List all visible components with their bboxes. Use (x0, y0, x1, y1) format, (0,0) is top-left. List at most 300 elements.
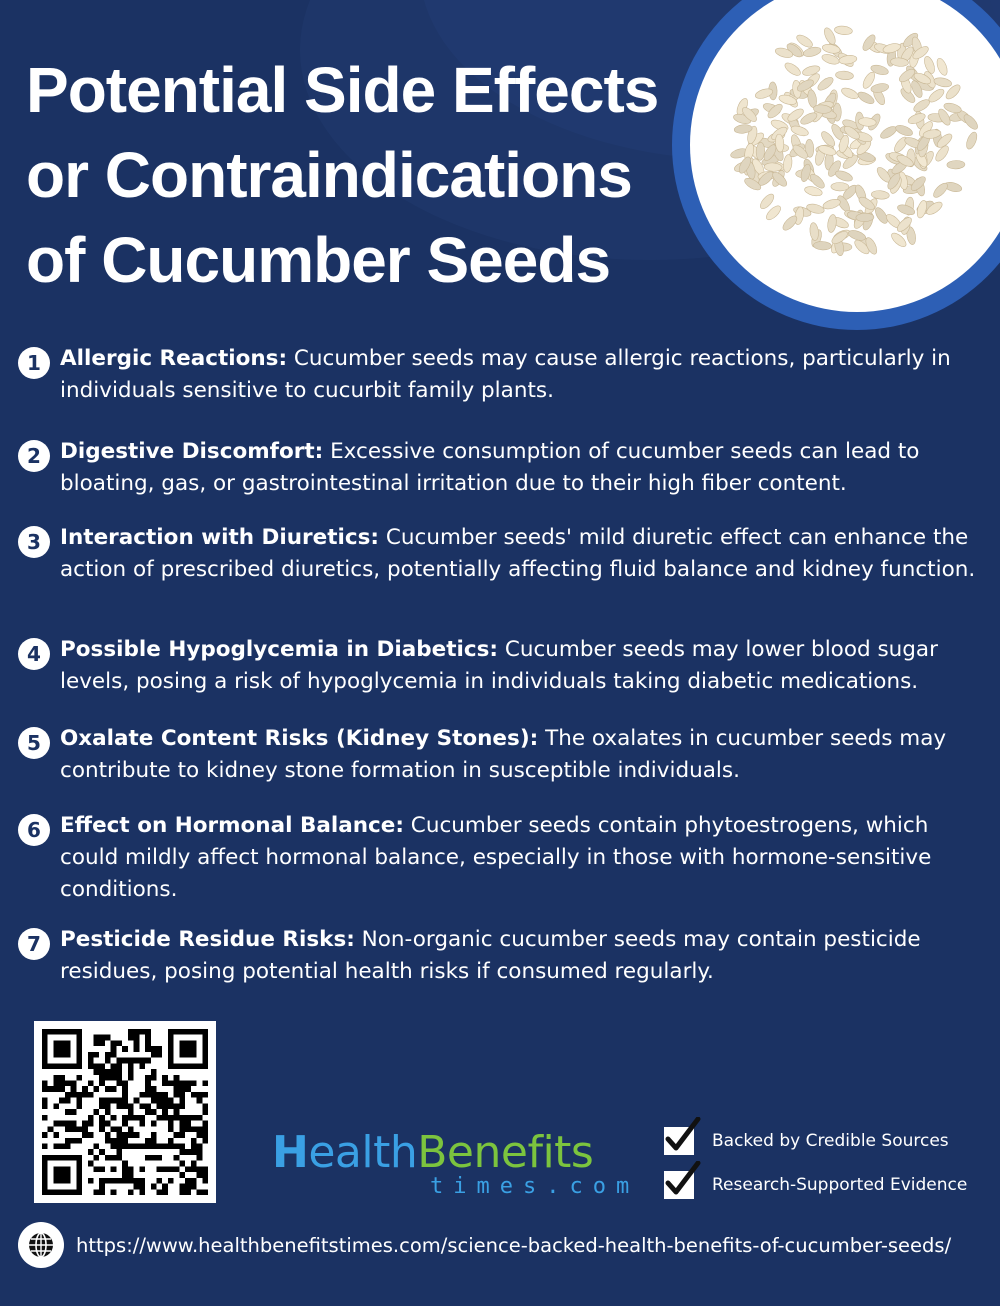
item-heading: Allergic Reactions: (60, 346, 288, 371)
source-url-link[interactable]: https://www.healthbenefitstimes.com/science-backed-health-benefits-of-cucumber-seeds/ (76, 1233, 952, 1257)
qr-module (197, 1149, 203, 1155)
qr-module (191, 1149, 197, 1155)
qr-module (168, 1081, 174, 1087)
seed (947, 160, 965, 169)
qr-module (111, 1040, 117, 1046)
qr-module (53, 1081, 59, 1087)
qr-module (71, 1092, 77, 1098)
check-icon (664, 1171, 694, 1199)
qr-module (145, 1029, 151, 1035)
qr-module (174, 1092, 180, 1098)
qr-module (122, 1046, 128, 1052)
qr-module (116, 1143, 122, 1149)
qr-module (134, 1115, 140, 1121)
qr-module (179, 1172, 185, 1178)
item-heading: Possible Hypoglycemia in Diabetics: (60, 637, 498, 662)
qr-module (99, 1040, 105, 1046)
qr-module (122, 1172, 128, 1178)
item-text (60, 343, 992, 407)
qr-module (111, 1063, 117, 1069)
qr-module (191, 1143, 197, 1149)
qr-module (53, 1086, 59, 1092)
qr-module (99, 1121, 105, 1127)
item-heading: Pesticide Residue Risks: (60, 927, 355, 952)
qr-module (139, 1029, 145, 1035)
qr-module (116, 1098, 122, 1104)
qr-module (111, 1075, 117, 1081)
qr-module (59, 1081, 65, 1087)
qr-module (111, 1052, 117, 1058)
qr-module (105, 1155, 111, 1161)
seed (931, 181, 950, 200)
qr-module (53, 1121, 59, 1127)
qr-module (162, 1075, 168, 1081)
qr-module (53, 1040, 70, 1057)
qr-module (168, 1098, 174, 1104)
qr-module (179, 1184, 185, 1190)
qr-module (94, 1155, 100, 1161)
qr-module (179, 1098, 185, 1104)
qr-module (122, 1058, 128, 1064)
qr-module (88, 1178, 94, 1184)
qr-module (111, 1155, 117, 1161)
qr-module (105, 1058, 111, 1064)
seed (835, 70, 854, 80)
seed (879, 124, 899, 140)
qr-module (99, 1075, 105, 1081)
qr-module (111, 1189, 117, 1195)
qr-module (139, 1103, 145, 1109)
seed (834, 25, 853, 35)
qr-module (65, 1138, 71, 1144)
qr-module (162, 1166, 168, 1172)
qr-module (122, 1121, 128, 1127)
qr-code[interactable] (34, 1021, 216, 1203)
qr-module (122, 1161, 128, 1167)
qr-module (59, 1143, 65, 1149)
qr-module (191, 1184, 197, 1190)
qr-module (128, 1172, 134, 1178)
qr-module (168, 1143, 174, 1149)
qr-module (179, 1149, 185, 1155)
seed (935, 57, 949, 77)
qr-module (94, 1052, 100, 1058)
qr-module (116, 1058, 122, 1064)
qr-module (59, 1098, 65, 1104)
qr-module (156, 1166, 162, 1172)
qr-module (191, 1081, 197, 1087)
qr-module (202, 1121, 208, 1127)
qr-module (111, 1143, 117, 1149)
qr-module (59, 1075, 65, 1081)
qr-module (122, 1081, 128, 1087)
qr-module (122, 1092, 128, 1098)
qr-module (179, 1126, 185, 1132)
qr-module (156, 1115, 162, 1121)
qr-module (174, 1075, 180, 1081)
qr-module (156, 1092, 162, 1098)
qr-module (156, 1155, 162, 1161)
qr-module (145, 1040, 151, 1046)
qr-module (174, 1166, 180, 1172)
qr-module (179, 1040, 196, 1057)
qr-module (65, 1109, 71, 1115)
qr-module (162, 1081, 168, 1087)
qr-module (116, 1138, 122, 1144)
qr-module (71, 1126, 77, 1132)
seed (871, 190, 890, 200)
qr-module (128, 1063, 134, 1069)
qr-module (191, 1126, 197, 1132)
qr-module (151, 1046, 157, 1052)
qr-module (139, 1063, 145, 1069)
qr-module (128, 1058, 134, 1064)
qr-module (42, 1086, 48, 1092)
qr-module (134, 1040, 140, 1046)
seed (933, 76, 952, 88)
qr-module (128, 1115, 134, 1121)
page-title: Potential Side Effects or Contraindications of Cucumber Seeds (26, 54, 659, 296)
seed (783, 61, 803, 78)
qr-module (99, 1081, 105, 1087)
seed (894, 123, 914, 138)
qr-module (202, 1109, 208, 1115)
qr-module (99, 1069, 105, 1075)
item-heading: Oxalate Content Risks (Kidney Stones): (60, 726, 539, 751)
qr-module (88, 1149, 94, 1155)
qr-module (128, 1132, 134, 1138)
qr-module (134, 1184, 140, 1190)
qr-module (111, 1098, 117, 1104)
qr-module (151, 1121, 157, 1127)
qr-module (202, 1166, 208, 1172)
qr-module (53, 1166, 70, 1183)
qr-module (88, 1115, 94, 1121)
qr-module (162, 1184, 168, 1190)
qr-module (122, 1143, 128, 1149)
qr-module (128, 1069, 134, 1075)
seed (802, 46, 822, 59)
qr-module (42, 1132, 48, 1138)
qr-module (105, 1103, 111, 1109)
qr-module (139, 1058, 145, 1064)
qr-module (42, 1143, 48, 1149)
qr-module (139, 1092, 145, 1098)
qr-module (76, 1075, 82, 1081)
item-text (60, 810, 992, 906)
item-description: Excessive consumption of cucumber seeds can lead to bloating, gas, or gastrointestinal irritation due to their high fiber content. (60, 439, 920, 496)
qr-module (145, 1109, 151, 1115)
qr-module (185, 1189, 191, 1195)
qr-module (99, 1103, 105, 1109)
item-text (60, 634, 992, 698)
qr-module (128, 1143, 134, 1149)
qr-module (71, 1109, 77, 1115)
qr-module (53, 1103, 59, 1109)
item-number-badge: 6 (18, 814, 50, 846)
qr-module (197, 1166, 203, 1172)
item-number-badge: 5 (18, 727, 50, 759)
qr-module (82, 1086, 88, 1092)
qr-module (94, 1143, 100, 1149)
qr-module (197, 1189, 203, 1195)
qr-module (116, 1178, 122, 1184)
qr-module (145, 1058, 151, 1064)
qr-module (71, 1086, 77, 1092)
qr-module (179, 1143, 185, 1149)
seed (813, 241, 831, 250)
qr-module (82, 1121, 88, 1127)
qr-module (42, 1103, 48, 1109)
qr-module (71, 1138, 77, 1144)
qr-module (116, 1103, 122, 1109)
qr-module (162, 1103, 168, 1109)
qr-module (151, 1069, 157, 1075)
qr-module (185, 1178, 191, 1184)
logo-wordmark: HealthBenefits (272, 1127, 594, 1178)
qr-module (174, 1109, 180, 1115)
qr-module (139, 1115, 145, 1121)
qr-module (116, 1040, 122, 1046)
qr-module (162, 1115, 168, 1121)
qr-module (162, 1143, 168, 1149)
source-url-row[interactable] (18, 1222, 988, 1268)
qr-module (82, 1132, 88, 1138)
qr-module (128, 1029, 134, 1035)
qr-module (174, 1081, 180, 1087)
item-description: Cucumber seeds may lower blood sugar levels, posing a risk of hypoglycemia in individuals taking diabetic medications. (60, 637, 938, 694)
qr-module (156, 1103, 162, 1109)
qr-module (42, 1115, 48, 1121)
qr-module (65, 1121, 71, 1127)
qr-module (105, 1075, 111, 1081)
qr-module (88, 1161, 94, 1167)
item-number-badge: 7 (18, 928, 50, 960)
item-text (60, 924, 992, 988)
item-heading: Interaction with Diuretics: (60, 525, 380, 550)
qr-module (151, 1143, 157, 1149)
qr-module (168, 1103, 174, 1109)
qr-module (191, 1166, 197, 1172)
qr-module (139, 1166, 145, 1172)
qr-module (151, 1155, 157, 1161)
seed (840, 86, 860, 101)
seed (831, 182, 849, 191)
qr-module (191, 1178, 197, 1184)
qr-module (168, 1126, 174, 1132)
qr-module (128, 1075, 134, 1081)
qr-module (105, 1178, 111, 1184)
qr-module (134, 1035, 140, 1041)
qr-module (139, 1121, 145, 1127)
qr-module (116, 1063, 122, 1069)
qr-module (128, 1035, 134, 1041)
qr-module (162, 1092, 168, 1098)
seed (822, 43, 841, 55)
qr-module (88, 1132, 94, 1138)
qr-module (99, 1189, 105, 1195)
qr-module (94, 1109, 100, 1115)
qr-module (185, 1121, 191, 1127)
qr-module (105, 1086, 111, 1092)
qr-module (116, 1075, 122, 1081)
qr-module (59, 1086, 65, 1092)
qr-module (134, 1098, 140, 1104)
qr-module (151, 1184, 157, 1190)
qr-module (191, 1161, 197, 1167)
qr-module (151, 1132, 157, 1138)
healthbenefits-logo[interactable] (272, 1127, 640, 1204)
qr-module (185, 1149, 191, 1155)
qr-module (179, 1132, 185, 1138)
item-description: Cucumber seeds contain phytoestrogens, which could mildly affect hormonal balance, especially in those with hormone-sensitive conditions. (60, 813, 932, 902)
qr-module (53, 1143, 59, 1149)
qr-module (134, 1143, 140, 1149)
qr-module (197, 1092, 203, 1098)
qr-module (99, 1126, 105, 1132)
badge-credible-sources (664, 1124, 949, 1158)
qr-module (156, 1178, 162, 1184)
qr-module (145, 1092, 151, 1098)
qr-module (156, 1189, 162, 1195)
badge-research-evidence (664, 1168, 967, 1202)
qr-module (53, 1075, 59, 1081)
qr-module (116, 1081, 122, 1087)
qr-module (162, 1109, 168, 1115)
qr-module (145, 1086, 151, 1092)
qr-module (111, 1138, 117, 1144)
qr-module (111, 1046, 117, 1052)
qr-module (122, 1132, 128, 1138)
qr-module (145, 1046, 151, 1052)
item-text (60, 436, 992, 500)
qr-module (122, 1166, 128, 1172)
qr-module (179, 1103, 185, 1109)
item-text (60, 522, 992, 586)
qr-module (65, 1126, 71, 1132)
qr-module (151, 1098, 157, 1104)
item-number-badge: 2 (18, 440, 50, 472)
qr-module (99, 1063, 105, 1069)
qr-module (174, 1155, 180, 1161)
qr-module (94, 1166, 100, 1172)
qr-module (76, 1092, 82, 1098)
qr-module (202, 1092, 208, 1098)
qr-module (145, 1155, 151, 1161)
qr-module (128, 1189, 134, 1195)
qr-module (185, 1126, 191, 1132)
badge-label: Research-Supported Evidence (712, 1175, 968, 1195)
qr-module (116, 1155, 122, 1161)
qr-module (94, 1063, 100, 1069)
qr-module (197, 1132, 203, 1138)
item-number-badge: 3 (18, 526, 50, 558)
qr-module (105, 1069, 111, 1075)
qr-module (168, 1115, 174, 1121)
qr-module (185, 1166, 191, 1172)
qr-module (82, 1092, 88, 1098)
qr-module (71, 1121, 77, 1127)
qr-module (134, 1132, 140, 1138)
item-description: The oxalates in cucumber seeds may contribute to kidney stone formation in susceptible individuals. (60, 726, 947, 783)
qr-module (122, 1103, 128, 1109)
item-number-badge: 1 (18, 347, 50, 379)
qr-module (197, 1098, 203, 1104)
seed (922, 55, 936, 75)
qr-module (94, 1086, 100, 1092)
qr-module (185, 1086, 191, 1092)
qr-module (151, 1092, 157, 1098)
qr-module (156, 1052, 162, 1058)
qr-module (168, 1166, 174, 1172)
qr-module (174, 1103, 180, 1109)
item-number-badge: 4 (18, 638, 50, 670)
qr-module (168, 1138, 174, 1144)
qr-module (111, 1126, 117, 1132)
item-description: Non-organic cucumber seeds may contain pesticide residues, posing potential health risks if consumed regularly. (60, 927, 921, 984)
qr-module (99, 1178, 105, 1184)
globe-icon (18, 1222, 64, 1268)
qr-module (185, 1081, 191, 1087)
qr-module (179, 1121, 185, 1127)
qr-module (202, 1081, 208, 1087)
qr-module (128, 1178, 134, 1184)
qr-module (111, 1086, 117, 1092)
qr-module (202, 1138, 208, 1144)
seed (964, 131, 979, 151)
qr-module (151, 1086, 157, 1092)
qr-module (71, 1081, 77, 1087)
qr-module (122, 1138, 128, 1144)
qr-module (151, 1138, 157, 1144)
qr-module (179, 1161, 185, 1167)
qr-module (197, 1115, 203, 1121)
qr-module (179, 1081, 185, 1087)
qr-module (174, 1143, 180, 1149)
qr-module (76, 1126, 82, 1132)
qr-module (94, 1040, 100, 1046)
qr-module (99, 1166, 105, 1172)
qr-module (145, 1143, 151, 1149)
qr-module (145, 1138, 151, 1144)
qr-module (42, 1098, 48, 1104)
qr-module (116, 1149, 122, 1155)
qr-module (105, 1138, 111, 1144)
qr-module (202, 1189, 208, 1195)
qr-module (168, 1178, 174, 1184)
qr-module (99, 1035, 105, 1041)
qr-module (65, 1092, 71, 1098)
qr-module (111, 1115, 117, 1121)
qr-module (59, 1121, 65, 1127)
item-description: Cucumber seeds may cause allergic reactions, particularly in individuals sensitive to cucurbit family plants. (60, 346, 951, 403)
qr-module (139, 1178, 145, 1184)
qr-module (88, 1092, 94, 1098)
qr-module (145, 1081, 151, 1087)
qr-module (174, 1086, 180, 1092)
qr-module (76, 1138, 82, 1144)
qr-module (134, 1178, 140, 1184)
qr-module (174, 1115, 180, 1121)
qr-module (156, 1098, 162, 1104)
qr-module (191, 1138, 197, 1144)
qr-module (111, 1178, 117, 1184)
item-text (60, 723, 992, 787)
qr-module (88, 1063, 94, 1069)
qr-module (197, 1155, 203, 1161)
qr-module (105, 1109, 111, 1115)
qr-module (156, 1046, 162, 1052)
